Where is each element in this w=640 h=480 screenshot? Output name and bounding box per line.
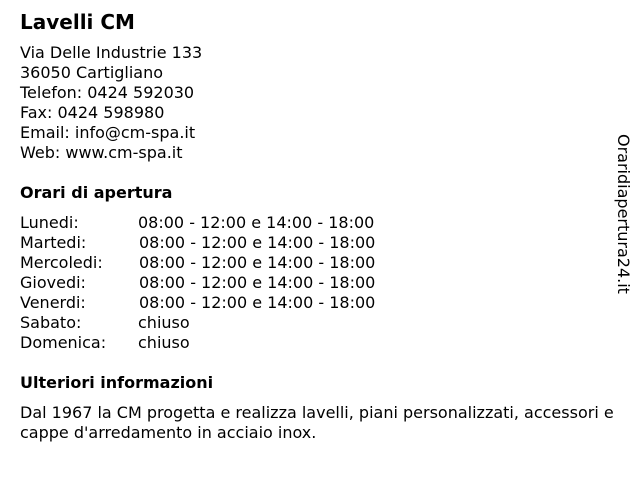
- business-description: Dal 1967 la CM progetta e realizza lavelli, piani personalizzati, accessori e cappe d'arredamento in acciaio inox.: [20, 403, 614, 442]
- time-value: chiuso: [138, 313, 190, 332]
- business-name: Lavelli CM: [20, 10, 135, 34]
- day-label: Giovedi:: [20, 273, 86, 292]
- additional-info-heading: Ulteriori informazioni: [20, 373, 214, 392]
- day-label: Domenica:: [20, 333, 107, 352]
- site-watermark: [612, 134, 634, 314]
- day-label: Sabato:: [20, 313, 82, 332]
- postal-city: 36050 Cartigliano: [20, 63, 164, 82]
- time-value: 08:00 - 12:00 e 14:00 - 18:00: [139, 273, 376, 292]
- time-value: 08:00 - 12:00 e 14:00 - 18:00: [138, 213, 375, 232]
- email-line: Email: info@cm-spa.it: [20, 123, 196, 142]
- time-value: 08:00 - 12:00 e 14:00 - 18:00: [139, 253, 376, 272]
- phone-line: Telefon: 0424 592030: [20, 83, 195, 102]
- day-label: Martedi:: [20, 233, 87, 252]
- day-label: Mercoledi:: [20, 253, 103, 272]
- web-line: Web: www.cm-spa.it: [20, 143, 183, 162]
- day-label: Venerdi:: [20, 293, 86, 312]
- address-block: [20, 43, 202, 163]
- day-label: Lunedi:: [20, 213, 79, 232]
- street-address: Via Delle Industrie 133: [20, 43, 203, 62]
- site-watermark-text: Oraridiapertura24.it: [614, 134, 633, 294]
- opening-hours-heading: Orari di apertura: [20, 183, 173, 202]
- time-value: 08:00 - 12:00 e 14:00 - 18:00: [139, 233, 376, 252]
- fax-line: Fax: 0424 598980: [20, 103, 165, 122]
- time-value: 08:00 - 12:00 e 14:00 - 18:00: [139, 293, 376, 312]
- time-value: chiuso: [138, 333, 190, 352]
